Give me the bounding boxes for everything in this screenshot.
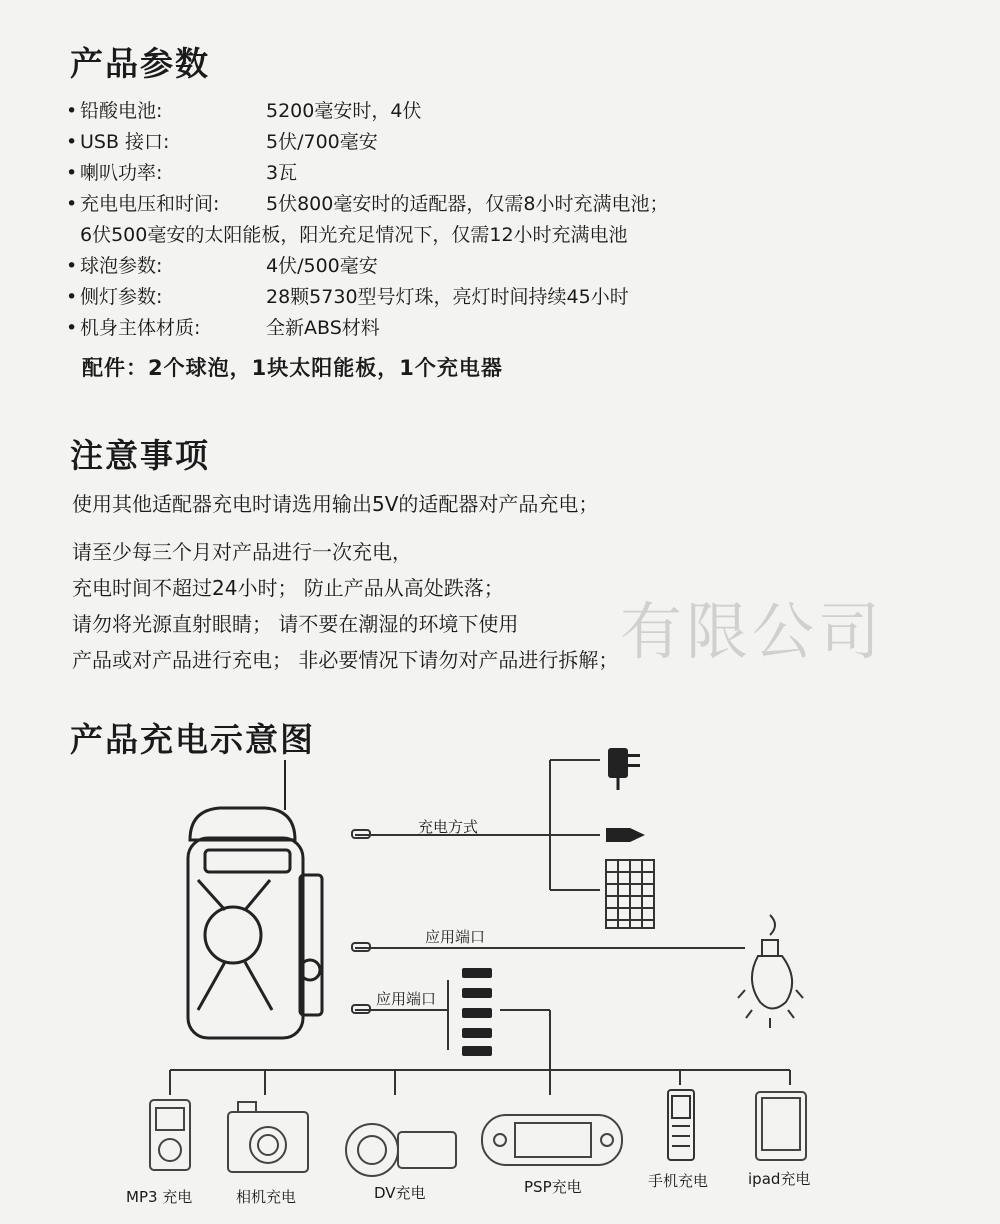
spec-value: 5伏800毫安时的适配器，仅需8小时充满电池； [266,193,669,215]
psp-icon [482,1115,622,1165]
spec-item [66,313,966,344]
bullet-icon: • [66,193,78,215]
phone-label: 手机充电 [648,1172,709,1190]
spec-value: 28颗5730型号灯珠，亮灯时间持续45小时 [266,286,629,308]
spec-value: 3瓦 [266,162,298,184]
charge-mode-label: 充电方式 [418,818,479,836]
note-line: 请勿将光源直射眼睛； 请不要在潮湿的环境下使用 [72,612,519,636]
note-line: 充电时间不超过24小时； 防止产品从高处跌落； [72,576,504,600]
camera-label: 相机充电 [236,1188,297,1206]
bullet-icon: • [66,131,78,153]
spec-value: 全新ABS材料 [266,317,380,339]
spec-label: USB 接口: [80,131,170,153]
wall-adapter-icon [608,748,640,790]
connector-tips-icon [462,968,492,1056]
car-charger-icon [606,828,645,842]
dv-camera-icon [346,1124,456,1176]
light-bulb-icon [738,915,803,1028]
ipad-icon [756,1092,806,1160]
spec-value: 5200毫安时，4伏 [266,100,422,122]
spec-label: 侧灯参数: [80,286,163,308]
spec-label: 铅酸电池: [80,100,163,122]
mp3-label: MP3 充电 [126,1188,193,1206]
diagram-title: 产品充电示意图 [70,720,315,759]
specs-title: 产品参数 [70,44,210,83]
bullet-icon: • [66,286,78,308]
spec-label: 球泡参数: [80,255,163,277]
diagram-lines [0,740,1000,1224]
spec-label: 机身主体材质: [80,317,201,339]
bullet-icon: • [66,317,78,339]
solar-panel-icon [606,860,654,928]
accessories-line: 配件：2个球泡，1块太阳能板，1个充电器 [82,356,503,380]
spec-item [66,251,966,282]
spec-value: 5伏/700毫安 [266,131,378,153]
bullet-icon: • [66,255,78,277]
spec-value: 4伏/500毫安 [266,255,378,277]
spec-label: 喇叭功率: [80,162,163,184]
spec-list [66,96,966,344]
ipad-label: ipad充电 [748,1170,811,1188]
spec-label: 充电电压和时间: [80,193,220,215]
phone-icon [668,1090,694,1160]
spec-value-continuation: 6伏500毫安的太阳能板，阳光充足情况下，仅需12小时充满电池 [80,224,628,246]
note-line: 请至少每三个月对产品进行一次充电， [72,540,412,564]
spec-item [66,127,966,158]
note-line: 使用其他适配器充电时请选用输出5V的适配器对产品充电； [72,492,599,516]
psp-label: PSP充电 [524,1178,582,1196]
bullet-icon: • [66,162,78,184]
notes-title: 注意事项 [70,436,210,475]
app-port-label-2: 应用端口 [376,990,437,1008]
note-line: 产品或对产品进行充电； 非必要情况下请勿对产品进行拆解； [72,648,619,672]
charging-diagram [0,740,1000,1224]
watermark: 有限公司 [620,595,885,668]
notes-block [72,534,618,678]
spec-item [66,282,966,313]
spec-item [66,158,966,189]
camera-icon [228,1102,308,1172]
bullet-icon: • [66,100,78,122]
spec-item [66,96,966,127]
speaker-device-icon [188,760,322,1038]
mp3-player-icon [150,1100,190,1170]
dv-label: DV充电 [374,1184,426,1202]
spec-item [66,189,966,220]
app-port-label-1: 应用端口 [425,928,486,946]
